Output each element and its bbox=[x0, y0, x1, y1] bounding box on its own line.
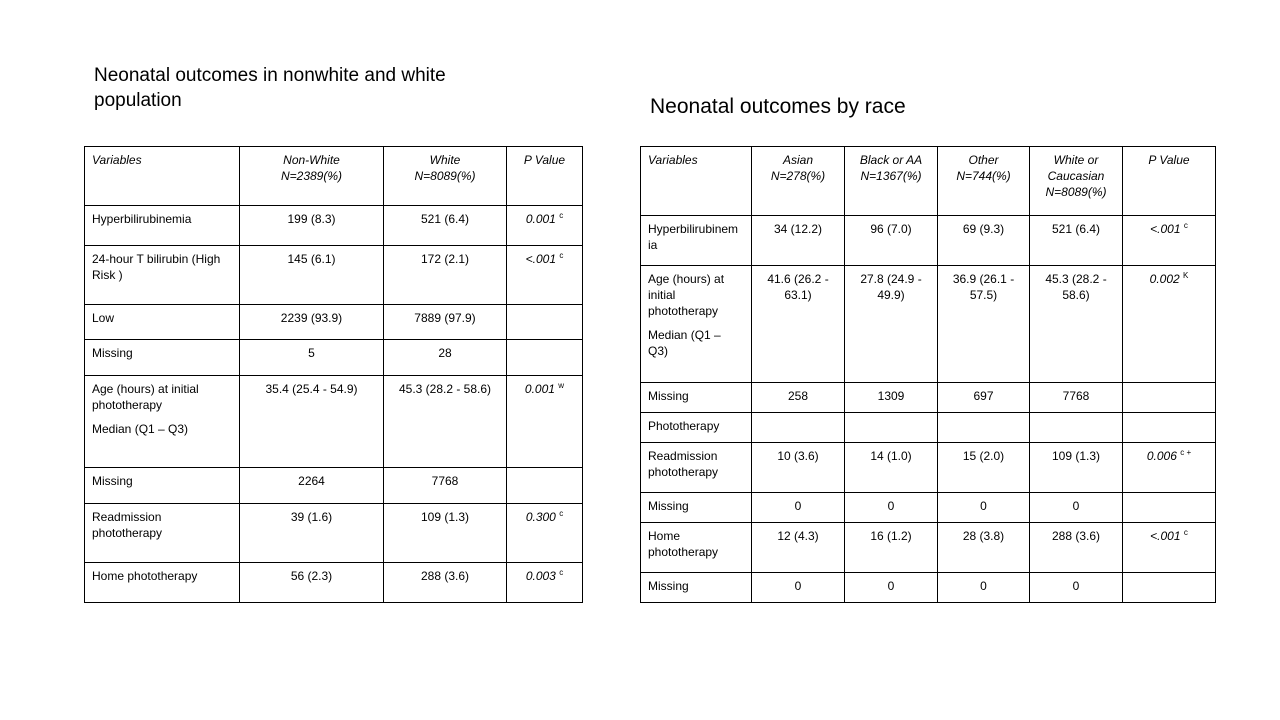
p-value-cell bbox=[507, 305, 583, 340]
table-row bbox=[641, 266, 1216, 383]
variable-cell: Readmission phototherapy bbox=[641, 443, 752, 493]
asian-value-cell: 258 bbox=[752, 383, 845, 413]
asian-value-cell: 41.6 (26.2 - 63.1) bbox=[752, 266, 845, 383]
p-value-cell: 0.003 $^c$ bbox=[507, 563, 583, 603]
white-value-cell: 28 bbox=[384, 340, 507, 376]
white-value-cell: 288 (3.6) bbox=[384, 563, 507, 603]
left-table-title: Neonatal outcomes in nonwhite and white population bbox=[94, 65, 446, 111]
p-value-cell bbox=[1123, 383, 1216, 413]
column-header: Other N=744(%) bbox=[938, 147, 1030, 216]
black-value-cell: 0 bbox=[845, 573, 938, 603]
column-header: P Value bbox=[1123, 147, 1216, 216]
white-value-cell: 0 bbox=[1030, 573, 1123, 603]
black-value-cell: 96 (7.0) bbox=[845, 216, 938, 266]
table-row bbox=[85, 468, 583, 504]
table-row bbox=[641, 573, 1216, 603]
table-row bbox=[641, 493, 1216, 523]
variable-cell: Readmission phototherapy bbox=[85, 504, 240, 563]
variable-cell: Age (hours) at initial phototherapy Median (Q1 – Q3) bbox=[641, 266, 752, 383]
white-value-cell: 7889 (97.9) bbox=[384, 305, 507, 340]
table-row bbox=[641, 523, 1216, 573]
variable-cell: Phototherapy bbox=[641, 413, 752, 443]
column-header: White or Caucasian N=8089(%) bbox=[1030, 147, 1123, 216]
other-value-cell: 0 bbox=[938, 573, 1030, 603]
variable-cell: Home phototherapy bbox=[641, 523, 752, 573]
table-row bbox=[85, 246, 583, 305]
asian-value-cell: 0 bbox=[752, 493, 845, 523]
table-row bbox=[85, 305, 583, 340]
other-value-cell bbox=[938, 413, 1030, 443]
test-superscript: c bbox=[559, 568, 564, 577]
table-row bbox=[85, 376, 583, 468]
white-value-cell: 288 (3.6) bbox=[1030, 523, 1123, 573]
test-superscript: K bbox=[1183, 271, 1189, 280]
nonwhite-value-cell: 56 (2.3) bbox=[240, 563, 384, 603]
black-value-cell: 0 bbox=[845, 493, 938, 523]
table-row bbox=[641, 413, 1216, 443]
white-value-cell: 0 bbox=[1030, 493, 1123, 523]
variable-cell: Missing bbox=[85, 468, 240, 504]
test-superscript: c + bbox=[1180, 448, 1192, 457]
column-header: Variables bbox=[85, 147, 240, 206]
p-value-cell: 0.002 $^K$ bbox=[1123, 266, 1216, 383]
variable-cell: Age (hours) at initial phototherapy Median (Q1 – Q3) bbox=[85, 376, 240, 468]
other-value-cell: 36.9 (26.1 - 57.5) bbox=[938, 266, 1030, 383]
black-value-cell: 1309 bbox=[845, 383, 938, 413]
variable-cell: Hyperbilirubinemia bbox=[85, 206, 240, 246]
other-value-cell: 28 (3.8) bbox=[938, 523, 1030, 573]
nonwhite-value-cell: 199 (8.3) bbox=[240, 206, 384, 246]
table-row bbox=[641, 443, 1216, 493]
test-superscript: w bbox=[558, 381, 565, 390]
nonwhite-value-cell: 5 bbox=[240, 340, 384, 376]
white-value-cell: 45.3 (28.2 - 58.6) bbox=[1030, 266, 1123, 383]
asian-value-cell: 10 (3.6) bbox=[752, 443, 845, 493]
outcomes-nonwhite-white-table bbox=[84, 146, 583, 603]
test-superscript: c bbox=[559, 509, 564, 518]
black-value-cell: 27.8 (24.9 - 49.9) bbox=[845, 266, 938, 383]
p-value-cell: <.001 $^c$ bbox=[507, 246, 583, 305]
variable-cell: Missing bbox=[641, 573, 752, 603]
test-superscript: c bbox=[1183, 528, 1188, 537]
variable-cell: Home phototherapy bbox=[85, 563, 240, 603]
variable-cell: Low bbox=[85, 305, 240, 340]
outcomes-by-race-table bbox=[640, 146, 1216, 603]
p-value-cell: 0.001 $^w$ bbox=[507, 376, 583, 468]
white-value-cell: 172 (2.1) bbox=[384, 246, 507, 305]
nonwhite-value-cell: 35.4 (25.4 - 54.9) bbox=[240, 376, 384, 468]
white-value-cell: 45.3 (28.2 - 58.6) bbox=[384, 376, 507, 468]
p-value-cell bbox=[1123, 493, 1216, 523]
p-value-cell: 0.300 $^c$ bbox=[507, 504, 583, 563]
right-table-title: Neonatal outcomes by race bbox=[650, 95, 906, 118]
p-value-cell bbox=[1123, 413, 1216, 443]
asian-value-cell: 0 bbox=[752, 573, 845, 603]
white-value-cell: 109 (1.3) bbox=[1030, 443, 1123, 493]
table-row bbox=[85, 206, 583, 246]
table-row bbox=[641, 383, 1216, 413]
asian-value-cell bbox=[752, 413, 845, 443]
p-value-cell: <.001 $^c$ bbox=[1123, 216, 1216, 266]
table-row bbox=[85, 340, 583, 376]
black-value-cell bbox=[845, 413, 938, 443]
nonwhite-value-cell: 2264 bbox=[240, 468, 384, 504]
variable-sublabel: Median (Q1 – Q3) bbox=[92, 422, 189, 436]
white-value-cell: 7768 bbox=[384, 468, 507, 504]
white-value-cell: 7768 bbox=[1030, 383, 1123, 413]
test-superscript: c bbox=[1183, 221, 1188, 230]
other-value-cell: 0 bbox=[938, 493, 1030, 523]
table-row bbox=[85, 563, 583, 603]
white-value-cell: 109 (1.3) bbox=[384, 504, 507, 563]
p-value-cell: 0.001 $^c$ bbox=[507, 206, 583, 246]
table-header-row bbox=[641, 147, 1216, 216]
other-value-cell: 697 bbox=[938, 383, 1030, 413]
column-header: Asian N=278(%) bbox=[752, 147, 845, 216]
p-value-cell: <.001 $^c$ bbox=[1123, 523, 1216, 573]
table-row bbox=[85, 504, 583, 563]
variable-cell: Missing bbox=[85, 340, 240, 376]
asian-value-cell: 12 (4.3) bbox=[752, 523, 845, 573]
nonwhite-value-cell: 39 (1.6) bbox=[240, 504, 384, 563]
black-value-cell: 14 (1.0) bbox=[845, 443, 938, 493]
column-header: P Value bbox=[507, 147, 583, 206]
variable-cell: Hyperbilirubinem ia bbox=[641, 216, 752, 266]
p-value-cell bbox=[507, 340, 583, 376]
variable-cell: 24-hour T bilirubin (High Risk ) bbox=[85, 246, 240, 305]
white-value-cell bbox=[1030, 413, 1123, 443]
column-header: Variables bbox=[641, 147, 752, 216]
column-header: Black or AA N=1367(%) bbox=[845, 147, 938, 216]
other-value-cell: 69 (9.3) bbox=[938, 216, 1030, 266]
table-row bbox=[641, 216, 1216, 266]
test-superscript: c bbox=[559, 211, 564, 220]
white-value-cell: 521 (6.4) bbox=[1030, 216, 1123, 266]
nonwhite-value-cell: 2239 (93.9) bbox=[240, 305, 384, 340]
p-value-cell: 0.006 $^{c +}$ bbox=[1123, 443, 1216, 493]
column-header: White N=8089(%) bbox=[384, 147, 507, 206]
nonwhite-value-cell: 145 (6.1) bbox=[240, 246, 384, 305]
p-value-cell bbox=[507, 468, 583, 504]
white-value-cell: 521 (6.4) bbox=[384, 206, 507, 246]
variable-sublabel: Median (Q1 – Q3) bbox=[648, 328, 721, 358]
variable-cell: Missing bbox=[641, 383, 752, 413]
p-value-cell bbox=[1123, 573, 1216, 603]
black-value-cell: 16 (1.2) bbox=[845, 523, 938, 573]
asian-value-cell: 34 (12.2) bbox=[752, 216, 845, 266]
table-header-row bbox=[85, 147, 583, 206]
test-superscript: c bbox=[559, 251, 564, 260]
other-value-cell: 15 (2.0) bbox=[938, 443, 1030, 493]
variable-cell: Missing bbox=[641, 493, 752, 523]
column-header: Non-White N=2389(%) bbox=[240, 147, 384, 206]
